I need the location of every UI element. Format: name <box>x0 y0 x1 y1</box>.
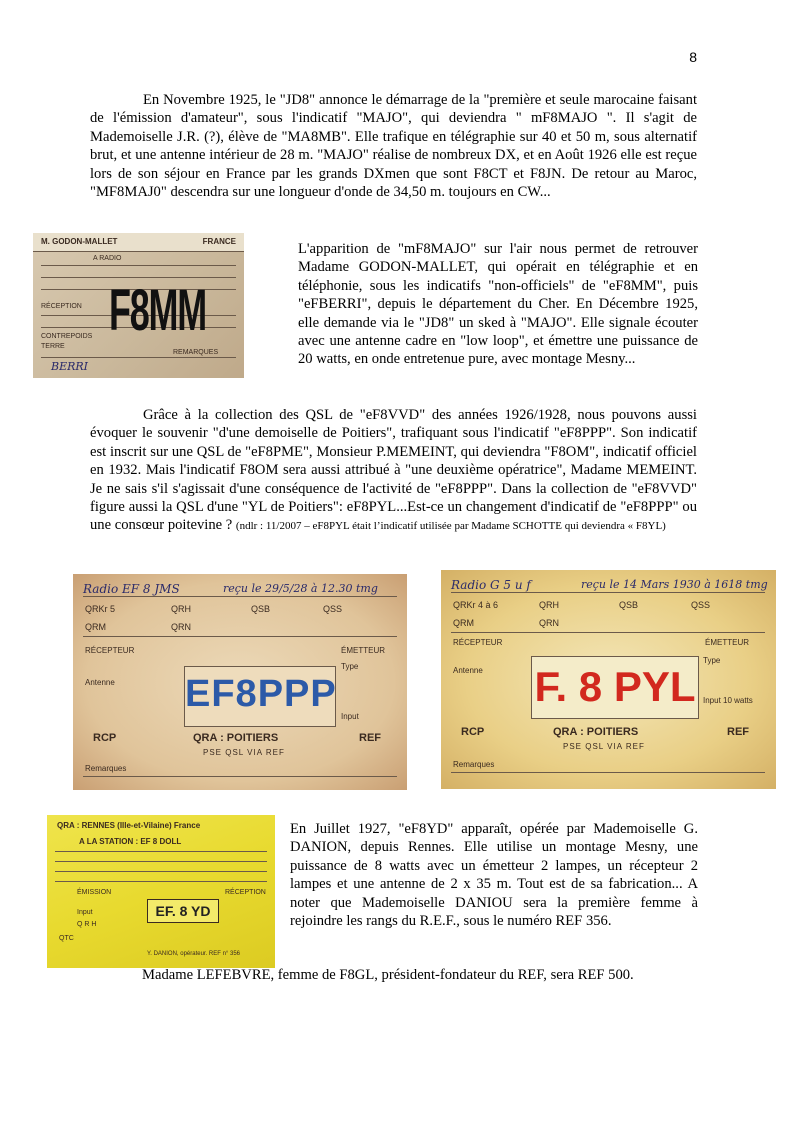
card-qra: QRA : RENNES (Ille-et-Vilaine) France <box>57 821 201 830</box>
paragraph-poitiers: Grâce à la collection des QSL de "eF8VVD" des années 1926/1928, nous pouvons aussi évoquer le souvenir "d'une demoiselle de Poitiers", trafiquant sous l'indicatif "eF8PPP". Son indicatif est inscrit sur une QSL de "eF8PME", Monsieur P.MEMEINT, qui deviendra "F8OM", indicatif officiel en 1932. Mais l'indicatif F8OM sera aussi attribué à "une deuxième opératrice", Madame MEMEINT. Je ne sais s'il s'agissait d'une conséquence de l'activité de "eF8PPP". Dans la collection de "eF8VVD" figure aussi la QSL d'une "YL de Poitiers": eF8PYL...Est-ce un changement d'indicatif de "eF8PPP" ou une consœur poitevine ? (ndlr : 11/2007 – eF8PYL était l’indicatif utilisée par Madame SCHOTTE qui deviendra « F8YL) <box>90 407 697 534</box>
paragraph-majo: En Novembre 1925, le "JD8" annonce le démarrage de la "première et seule marocaine faisant de l'émission d'amateur", sous l'indicatif "MAJO", qui deviendra " mF8MAJO ". Il s'agit de Mademoiselle J.R. (?), élève de "MA8MB". Elle trafique en télégraphie sur 40 et 50 m, sous alternatif brut, et une antenne intérieur de 28 m. "MAJO" réalise de nombreux DX, et en Août 1926 elle est reçue lors de son séjour en France par les grands DXmen que sont F8CT et F8JN. De retour au Maroc, "MF8MAJ0" descendra sur une longueur d'onde de 34,50 m. toujours en CW... <box>90 92 697 201</box>
card-label-input: Input <box>341 712 359 721</box>
card-label-emission: ÉMISSION <box>77 889 112 896</box>
card-footer-ref: REF <box>359 732 381 744</box>
card-label-type: Type <box>341 662 359 671</box>
card-label-qsb: QSB <box>619 600 639 610</box>
card-label-reception: RÉCEPTION <box>41 303 82 310</box>
card-owner-name: M. GODON-MALLET <box>41 237 118 246</box>
qsl-card-ef8ppp <box>73 574 407 790</box>
card-label-remarques: Remarques <box>85 764 127 773</box>
qsl-card-ef8yd <box>47 815 275 968</box>
card-footer-ref: REF <box>727 726 749 738</box>
callsign-box <box>147 899 219 923</box>
card-label-input: Input 10 watts <box>703 696 753 705</box>
card-label-qrk: QRKr 5 <box>85 604 116 614</box>
card-callsign: EF8PPP <box>185 673 337 715</box>
card-radio: Radio G 5 u f <box>451 578 531 592</box>
qsl-card-godon-mallet <box>33 233 244 378</box>
card-date: reçu le 29/5/28 à 12.30 tmg <box>223 582 378 595</box>
card-callsign: EF. 8 YD <box>155 903 211 919</box>
card-callsign: F. 8 PYL <box>534 663 696 710</box>
editor-note: (ndlr : 11/2007 – eF8PYL était l’indicatif utilisée par Madame SCHOTTE qui deviendra « F8YL) <box>235 520 666 533</box>
card-footer-rcp: RCP <box>93 732 117 744</box>
card-date: reçu le 14 Mars 1930 à 1618 tmg <box>581 578 768 591</box>
card-label-antenne: Antenne <box>453 666 483 675</box>
card-label-reception: RÉCEPTION <box>225 889 266 896</box>
card-label-qss: QSS <box>323 604 343 614</box>
card-label-qsb: QSB <box>251 604 271 614</box>
card-label-antenne: Antenne <box>85 678 115 687</box>
card-operator: Y. DANION, opérateur. REF n° 356 <box>147 951 240 957</box>
card-label-emetteur: ÉMETTEUR <box>705 638 749 647</box>
card-label-terre: TERRE <box>41 343 65 350</box>
card-label-recepteur: RÉCEPTEUR <box>85 646 135 655</box>
card-label-recepteur: RÉCEPTEUR <box>453 638 503 647</box>
card-country: FRANCE <box>202 237 236 246</box>
card-label-qrn: QRN <box>171 622 191 632</box>
paragraph-ef8yd: En Juillet 1927, "eF8YD" apparaît, opérée par Mademoiselle G. DANION, depuis Rennes. Elle utilise un montage Mesny, une puissance de 8 watts avec un émetteur 2 lampes, un récepteur 2 lampes et une antenne de 2 x 35 m. Tout est de sa fabrication... A noter que Mademoiselle DANIOU sera la première femme à rejoindre les rangs du R.E.F., sous le numéro REF 356. <box>290 821 698 930</box>
card-label-qtc: QTC <box>59 935 74 942</box>
card-label-qrm: QRM <box>453 618 474 628</box>
card-label-qss: QSS <box>691 600 711 610</box>
card-label-qrk: QRKr 4 à 6 <box>453 600 499 610</box>
card-label-qrh: Q R H <box>77 921 97 928</box>
page-number: 8 <box>689 49 697 65</box>
paragraph-godon-mallet: L'apparition de "mF8MAJO" sur l'air nous permet de retrouver Madame GODON-MALLET, qui opérait en télégraphie et en téléphonie, sous les indicatifs "non-officiels" de "eF8MM", puis "eFBERRI", depuis le département du Cher. En Décembre 1925, elle demande via le "JD8" un sked à "MAJO". Elle signale écouter avec une antenne cadre en "low loop", et émettre une puissance de 20 watts, en onde entretenue pure, avec montage Mesny... <box>298 241 698 368</box>
card-label-remarques: Remarques <box>453 760 495 769</box>
card-footer-qra: QRA : POITIERS <box>553 726 639 738</box>
card-label-qrn: QRN <box>539 618 559 628</box>
card-pse-qsl: PSE QSL VIA REF <box>563 742 645 751</box>
paragraph-lefebvre: Madame LEFEBVRE, femme de F8GL, président-fondateur du REF, sera REF 500. <box>142 967 634 983</box>
card-callsign: F8MM <box>109 278 206 343</box>
card-pse-qsl: PSE QSL VIA REF <box>203 748 285 757</box>
card-label-contrepoids: CONTREPOIDS <box>41 333 93 340</box>
card-signature: BERRI <box>51 360 89 373</box>
card-label-type: Type <box>703 656 721 665</box>
callsign-box <box>184 666 336 727</box>
card-label-emetteur: ÉMETTEUR <box>341 646 385 655</box>
card-station-label: A RADIO <box>93 255 122 262</box>
card-label-remarques: REMARQUES <box>173 349 219 356</box>
card-radio: Radio EF 8 JMS <box>83 582 180 596</box>
callsign-box <box>531 656 699 719</box>
card-label-input: Input <box>77 909 93 916</box>
card-station: A LA STATION : EF 8 DOLL <box>79 837 182 846</box>
qsl-card-f8pyl <box>441 570 776 789</box>
card-footer-qra: QRA : POITIERS <box>193 732 279 744</box>
card-footer-rcp: RCP <box>461 726 485 738</box>
card-label-qrh: QRH <box>171 604 191 614</box>
card-label-qrm: QRM <box>85 622 106 632</box>
card-label-qrh: QRH <box>539 600 559 610</box>
